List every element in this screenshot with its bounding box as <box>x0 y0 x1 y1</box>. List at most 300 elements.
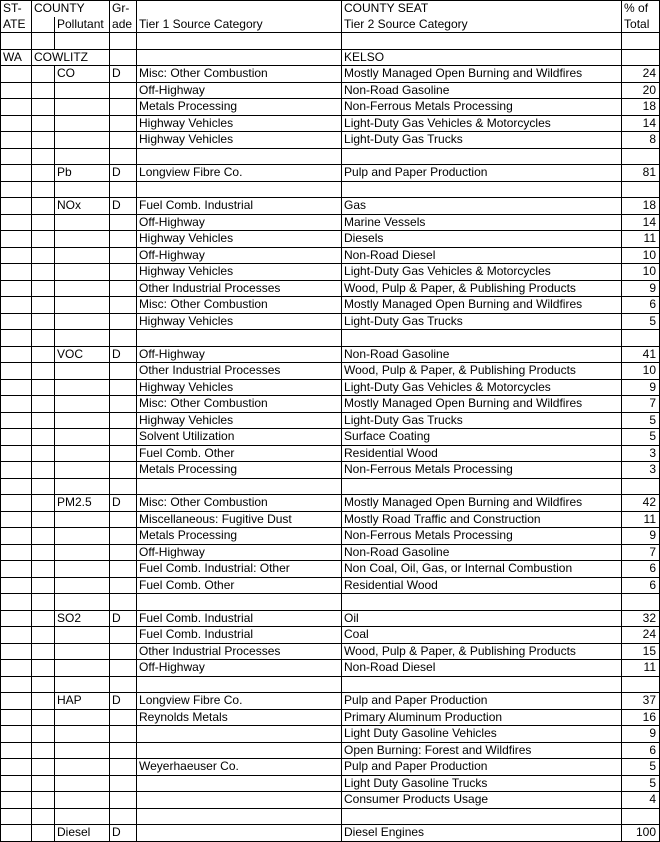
tier1-cell: Off-Highway <box>137 214 342 231</box>
percent-cell: 9 <box>622 280 660 297</box>
percent-cell: 6 <box>622 742 660 759</box>
empty-cell <box>137 330 342 347</box>
spacer-row <box>1 330 660 347</box>
empty-cell <box>110 148 137 165</box>
table-row <box>1 528 660 545</box>
pollutant-cell <box>55 247 110 264</box>
pollutant-cell: VOC <box>55 346 110 363</box>
empty-cell <box>32 610 55 627</box>
tier1-cell: Highway Vehicles <box>137 313 342 330</box>
tier1-cell: Highway Vehicles <box>137 379 342 396</box>
tier2-cell: Marine Vessels <box>342 214 622 231</box>
pollutant-cell <box>55 726 110 743</box>
grade-cell <box>110 396 137 413</box>
pollutant-cell: SO2 <box>55 610 110 627</box>
empty-cell <box>137 49 342 66</box>
tier1-cell: Misc: Other Combustion <box>137 66 342 83</box>
tier1-cell <box>137 775 342 792</box>
spacer-row <box>1 148 660 165</box>
table-row <box>1 412 660 429</box>
empty-cell <box>137 181 342 198</box>
table-row <box>1 280 660 297</box>
empty-cell <box>110 49 137 66</box>
grade-cell <box>110 511 137 528</box>
empty-cell <box>1 181 32 198</box>
percent-cell: 18 <box>622 198 660 215</box>
empty-cell <box>1 643 32 660</box>
table-row <box>1 825 660 842</box>
empty-cell <box>32 643 55 660</box>
pollutant-cell <box>55 759 110 776</box>
table-row <box>1 445 660 462</box>
grade-cell <box>110 445 137 462</box>
grade-cell <box>110 544 137 561</box>
grade-cell <box>110 82 137 99</box>
table-row <box>1 462 660 479</box>
empty-cell <box>32 594 55 611</box>
table-row <box>1 775 660 792</box>
tier2-cell: Non-Road Diesel <box>342 660 622 677</box>
pollutant-cell <box>55 709 110 726</box>
percent-cell: 41 <box>622 346 660 363</box>
empty-cell <box>1 99 32 116</box>
percent-cell: 5 <box>622 429 660 446</box>
percent-cell: 10 <box>622 363 660 380</box>
empty-cell <box>1 775 32 792</box>
empty-cell <box>1 66 32 83</box>
table-row <box>1 115 660 132</box>
percent-cell: 10 <box>622 247 660 264</box>
pollutant-cell <box>55 396 110 413</box>
empty-cell <box>1 660 32 677</box>
empty-cell <box>32 99 55 116</box>
table-row <box>1 660 660 677</box>
grade-cell <box>110 709 137 726</box>
tier1-cell: Longview Fibre Co. <box>137 165 342 182</box>
grade-cell <box>110 429 137 446</box>
tier2-cell: Light-Duty Gas Trucks <box>342 132 622 149</box>
pollutant-cell <box>55 412 110 429</box>
percent-cell: 4 <box>622 792 660 809</box>
empty-cell <box>622 594 660 611</box>
empty-cell <box>32 511 55 528</box>
pollutant-cell <box>55 792 110 809</box>
tier1-cell: Off-Highway <box>137 247 342 264</box>
empty-cell <box>110 33 137 50</box>
table-row <box>1 198 660 215</box>
tier1-cell: Metals Processing <box>137 462 342 479</box>
tier2-cell: Wood, Pulp & Paper, & Publishing Products <box>342 363 622 380</box>
grade-cell: D <box>110 66 137 83</box>
header-tier1: Tier 1 Source Category <box>137 17 342 33</box>
pollutant-cell <box>55 379 110 396</box>
tier2-cell: Non Coal, Oil, Gas, or Internal Combustion <box>342 561 622 578</box>
tier2-cell: Mostly Managed Open Burning and Wildfires <box>342 396 622 413</box>
empty-cell <box>32 214 55 231</box>
tier2-cell: Light Duty Gasoline Vehicles <box>342 726 622 743</box>
tier1-cell: Weyerhaeuser Co. <box>137 759 342 776</box>
tier2-cell: Consumer Products Usage <box>342 792 622 809</box>
grade-cell <box>110 660 137 677</box>
pollutant-cell: CO <box>55 66 110 83</box>
tier1-cell: Other Industrial Processes <box>137 643 342 660</box>
pollutant-cell <box>55 742 110 759</box>
percent-cell: 3 <box>622 445 660 462</box>
empty-cell <box>1 825 32 842</box>
empty-cell <box>1 528 32 545</box>
tier1-cell: Off-Highway <box>137 82 342 99</box>
tier2-cell: Non-Ferrous Metals Processing <box>342 99 622 116</box>
empty-cell <box>32 577 55 594</box>
empty-cell <box>1 148 32 165</box>
empty-cell <box>1 693 32 710</box>
grade-cell <box>110 231 137 248</box>
tier2-cell: Surface Coating <box>342 429 622 446</box>
empty-cell <box>1 198 32 215</box>
empty-cell <box>1 495 32 512</box>
empty-cell <box>342 478 622 495</box>
tier2-cell: Pulp and Paper Production <box>342 759 622 776</box>
percent-cell: 10 <box>622 264 660 281</box>
pollutant-cell <box>55 627 110 644</box>
empty-cell <box>32 792 55 809</box>
tier2-cell: Light-Duty Gas Trucks <box>342 412 622 429</box>
empty-cell <box>32 693 55 710</box>
grade-cell: D <box>110 346 137 363</box>
table-row <box>1 99 660 116</box>
grade-cell <box>110 528 137 545</box>
empty-cell <box>1 379 32 396</box>
empty-cell <box>32 82 55 99</box>
tier1-cell <box>137 742 342 759</box>
empty-cell <box>1 297 32 314</box>
empty-cell <box>1 445 32 462</box>
empty-cell <box>32 33 55 50</box>
header-row-1 <box>1 1 660 17</box>
grade-cell: D <box>110 610 137 627</box>
empty-cell <box>32 775 55 792</box>
empty-cell <box>622 676 660 693</box>
empty-cell <box>1 462 32 479</box>
percent-cell: 81 <box>622 165 660 182</box>
empty-cell <box>1 676 32 693</box>
empty-cell <box>32 462 55 479</box>
empty-cell <box>32 363 55 380</box>
tier2-cell: Non-Road Gasoline <box>342 82 622 99</box>
tier1-cell: Miscellaneous: Fugitive Dust <box>137 511 342 528</box>
tier1-cell: Fuel Comb. Industrial: Other <box>137 561 342 578</box>
table-row <box>1 214 660 231</box>
empty-cell <box>622 330 660 347</box>
tier2-cell: Light Duty Gasoline Trucks <box>342 775 622 792</box>
empty-cell <box>1 247 32 264</box>
empty-cell <box>32 825 55 842</box>
table-row <box>1 396 660 413</box>
grade-cell <box>110 412 137 429</box>
percent-cell: 9 <box>622 726 660 743</box>
tier2-cell: Light-Duty Gas Vehicles & Motorcycles <box>342 379 622 396</box>
empty-cell <box>1 808 32 825</box>
empty-cell <box>342 330 622 347</box>
grade-cell <box>110 775 137 792</box>
empty-cell <box>55 330 110 347</box>
percent-cell: 15 <box>622 643 660 660</box>
empty-cell <box>622 478 660 495</box>
county-cell: COWLITZ <box>32 49 110 66</box>
table-row <box>1 627 660 644</box>
header-percent: % of <box>622 1 660 17</box>
table-row <box>1 247 660 264</box>
tier1-cell: Longview Fibre Co. <box>137 693 342 710</box>
table-row <box>1 544 660 561</box>
header-row-2 <box>1 17 660 33</box>
percent-cell: 5 <box>622 313 660 330</box>
tier1-cell: Solvent Utilization <box>137 429 342 446</box>
table-body <box>1 33 660 842</box>
table-row <box>1 792 660 809</box>
pollutant-cell <box>55 297 110 314</box>
tier1-cell: Misc: Other Combustion <box>137 297 342 314</box>
empty-cell <box>1 363 32 380</box>
empty-cell <box>342 148 622 165</box>
percent-cell: 42 <box>622 495 660 512</box>
empty-cell <box>32 478 55 495</box>
percent-cell: 20 <box>622 82 660 99</box>
table-row <box>1 297 660 314</box>
pollutant-cell <box>55 231 110 248</box>
empty-cell <box>32 165 55 182</box>
tier2-cell: Mostly Managed Open Burning and Wildfires <box>342 66 622 83</box>
empty-cell <box>1 412 32 429</box>
empty-cell <box>32 676 55 693</box>
empty-cell <box>137 594 342 611</box>
pollutant-cell <box>55 660 110 677</box>
table-row <box>1 66 660 83</box>
percent-cell: 14 <box>622 214 660 231</box>
percent-cell: 11 <box>622 231 660 248</box>
grade-cell: D <box>110 198 137 215</box>
empty-cell <box>622 181 660 198</box>
empty-cell <box>1 544 32 561</box>
empty-cell <box>342 808 622 825</box>
percent-cell: 32 <box>622 610 660 627</box>
tier2-cell: Residential Wood <box>342 445 622 462</box>
pollutant-cell <box>55 99 110 116</box>
grade-cell <box>110 379 137 396</box>
empty-cell <box>32 247 55 264</box>
grade-cell <box>110 561 137 578</box>
pollutant-cell: NOx <box>55 198 110 215</box>
tier1-cell: Reynolds Metals <box>137 709 342 726</box>
tier1-cell <box>137 825 342 842</box>
spacer-row <box>1 181 660 198</box>
empty-cell <box>1 561 32 578</box>
grade-cell <box>110 792 137 809</box>
tier2-cell: Pulp and Paper Production <box>342 693 622 710</box>
county-seat-cell: KELSO <box>342 49 622 66</box>
empty-cell <box>32 198 55 215</box>
percent-cell: 6 <box>622 297 660 314</box>
empty-cell <box>32 264 55 281</box>
header-county-seat: COUNTY SEAT <box>342 1 622 17</box>
table-row <box>1 132 660 149</box>
empty-cell <box>32 280 55 297</box>
tier2-cell: Open Burning: Forest and Wildfires <box>342 742 622 759</box>
empty-cell <box>1 313 32 330</box>
pollutant-cell <box>55 132 110 149</box>
empty-cell <box>1 610 32 627</box>
header-state-2: ATE <box>1 17 32 33</box>
empty-cell <box>622 808 660 825</box>
empty-cell <box>32 726 55 743</box>
tier1-cell: Highway Vehicles <box>137 231 342 248</box>
table-row <box>1 709 660 726</box>
percent-cell: 16 <box>622 709 660 726</box>
grade-cell <box>110 627 137 644</box>
empty-cell <box>1 577 32 594</box>
table-row <box>1 495 660 512</box>
empty-cell <box>1 115 32 132</box>
tier1-cell: Highway Vehicles <box>137 132 342 149</box>
table-row <box>1 346 660 363</box>
empty-cell <box>32 561 55 578</box>
empty-cell <box>32 429 55 446</box>
table-row <box>1 759 660 776</box>
empty-cell <box>32 115 55 132</box>
empty-cell <box>32 231 55 248</box>
spacer-row <box>1 594 660 611</box>
empty-cell <box>55 808 110 825</box>
empty-cell <box>342 33 622 50</box>
empty-cell <box>55 148 110 165</box>
pollutant-cell: PM2.5 <box>55 495 110 512</box>
grade-cell <box>110 115 137 132</box>
table-row <box>1 577 660 594</box>
empty-cell <box>342 676 622 693</box>
tier2-cell: Pulp and Paper Production <box>342 165 622 182</box>
pollutant-cell <box>55 462 110 479</box>
tier2-cell: Diesel Engines <box>342 825 622 842</box>
table-row <box>1 561 660 578</box>
percent-cell: 24 <box>622 66 660 83</box>
tier2-cell: Mostly Managed Open Burning and Wildfires <box>342 297 622 314</box>
empty-cell <box>1 165 32 182</box>
empty-cell <box>55 676 110 693</box>
tier1-cell: Fuel Comb. Industrial <box>137 610 342 627</box>
empty-cell <box>1 792 32 809</box>
empty-cell <box>1 82 32 99</box>
table-row <box>1 379 660 396</box>
tier2-cell: Light-Duty Gas Vehicles & Motorcycles <box>342 115 622 132</box>
spacer-row <box>1 33 660 50</box>
tier2-cell: Non-Ferrous Metals Processing <box>342 462 622 479</box>
table-row <box>1 363 660 380</box>
grade-cell <box>110 726 137 743</box>
empty-cell <box>55 33 110 50</box>
percent-cell: 5 <box>622 759 660 776</box>
empty-cell <box>32 181 55 198</box>
empty-cell <box>1 709 32 726</box>
grade-cell <box>110 759 137 776</box>
tier1-cell: Off-Highway <box>137 660 342 677</box>
empty-cell <box>137 808 342 825</box>
grade-cell <box>110 577 137 594</box>
tier2-cell: Light-Duty Gas Trucks <box>342 313 622 330</box>
percent-cell: 37 <box>622 693 660 710</box>
pollutant-cell <box>55 82 110 99</box>
empty-cell <box>622 49 660 66</box>
empty-cell <box>1 627 32 644</box>
percent-cell: 5 <box>622 412 660 429</box>
tier2-cell: Non-Road Gasoline <box>342 346 622 363</box>
percent-cell: 8 <box>622 132 660 149</box>
tier1-cell <box>137 792 342 809</box>
header-pollutant: Pollutant <box>55 17 110 33</box>
empty-cell <box>55 478 110 495</box>
tier2-cell: Residential Wood <box>342 577 622 594</box>
grade-cell <box>110 280 137 297</box>
empty-cell <box>32 627 55 644</box>
percent-cell: 6 <box>622 577 660 594</box>
table-row <box>1 231 660 248</box>
pollutant-cell <box>55 577 110 594</box>
tier1-cell: Off-Highway <box>137 544 342 561</box>
grade-cell <box>110 313 137 330</box>
empty-cell <box>32 808 55 825</box>
table-row <box>1 610 660 627</box>
grade-cell: D <box>110 825 137 842</box>
grade-cell: D <box>110 165 137 182</box>
empty-cell <box>32 759 55 776</box>
empty-cell <box>1 511 32 528</box>
tier1-cell: Metals Processing <box>137 99 342 116</box>
pollutant-cell <box>55 214 110 231</box>
header-tier2: Tier 2 Source Category <box>342 17 622 33</box>
empty-cell <box>55 181 110 198</box>
spacer-row <box>1 478 660 495</box>
percent-cell: 6 <box>622 561 660 578</box>
percent-cell: 9 <box>622 379 660 396</box>
empty-cell <box>32 742 55 759</box>
empty-cell <box>1 33 32 50</box>
pollutant-cell <box>55 264 110 281</box>
empty-cell <box>1 214 32 231</box>
tier2-cell: Mostly Managed Open Burning and Wildfires <box>342 495 622 512</box>
table-row <box>1 264 660 281</box>
pollutant-cell <box>55 115 110 132</box>
pollutant-cell <box>55 429 110 446</box>
grade-cell <box>110 462 137 479</box>
empty-cell <box>1 346 32 363</box>
table-row <box>1 643 660 660</box>
empty-cell <box>110 594 137 611</box>
tier1-cell: Highway Vehicles <box>137 264 342 281</box>
empty-cell <box>622 33 660 50</box>
empty-cell <box>1 396 32 413</box>
pollutant-cell <box>55 445 110 462</box>
empty-cell <box>342 594 622 611</box>
pollutant-cell: HAP <box>55 693 110 710</box>
pollutant-cell <box>55 544 110 561</box>
empty-cell <box>32 544 55 561</box>
empty-cell <box>342 181 622 198</box>
empty-cell <box>137 148 342 165</box>
empty-cell <box>110 181 137 198</box>
tier2-cell: Light-Duty Gas Vehicles & Motorcycles <box>342 264 622 281</box>
table-row <box>1 165 660 182</box>
location-row <box>1 49 660 66</box>
table-row <box>1 82 660 99</box>
